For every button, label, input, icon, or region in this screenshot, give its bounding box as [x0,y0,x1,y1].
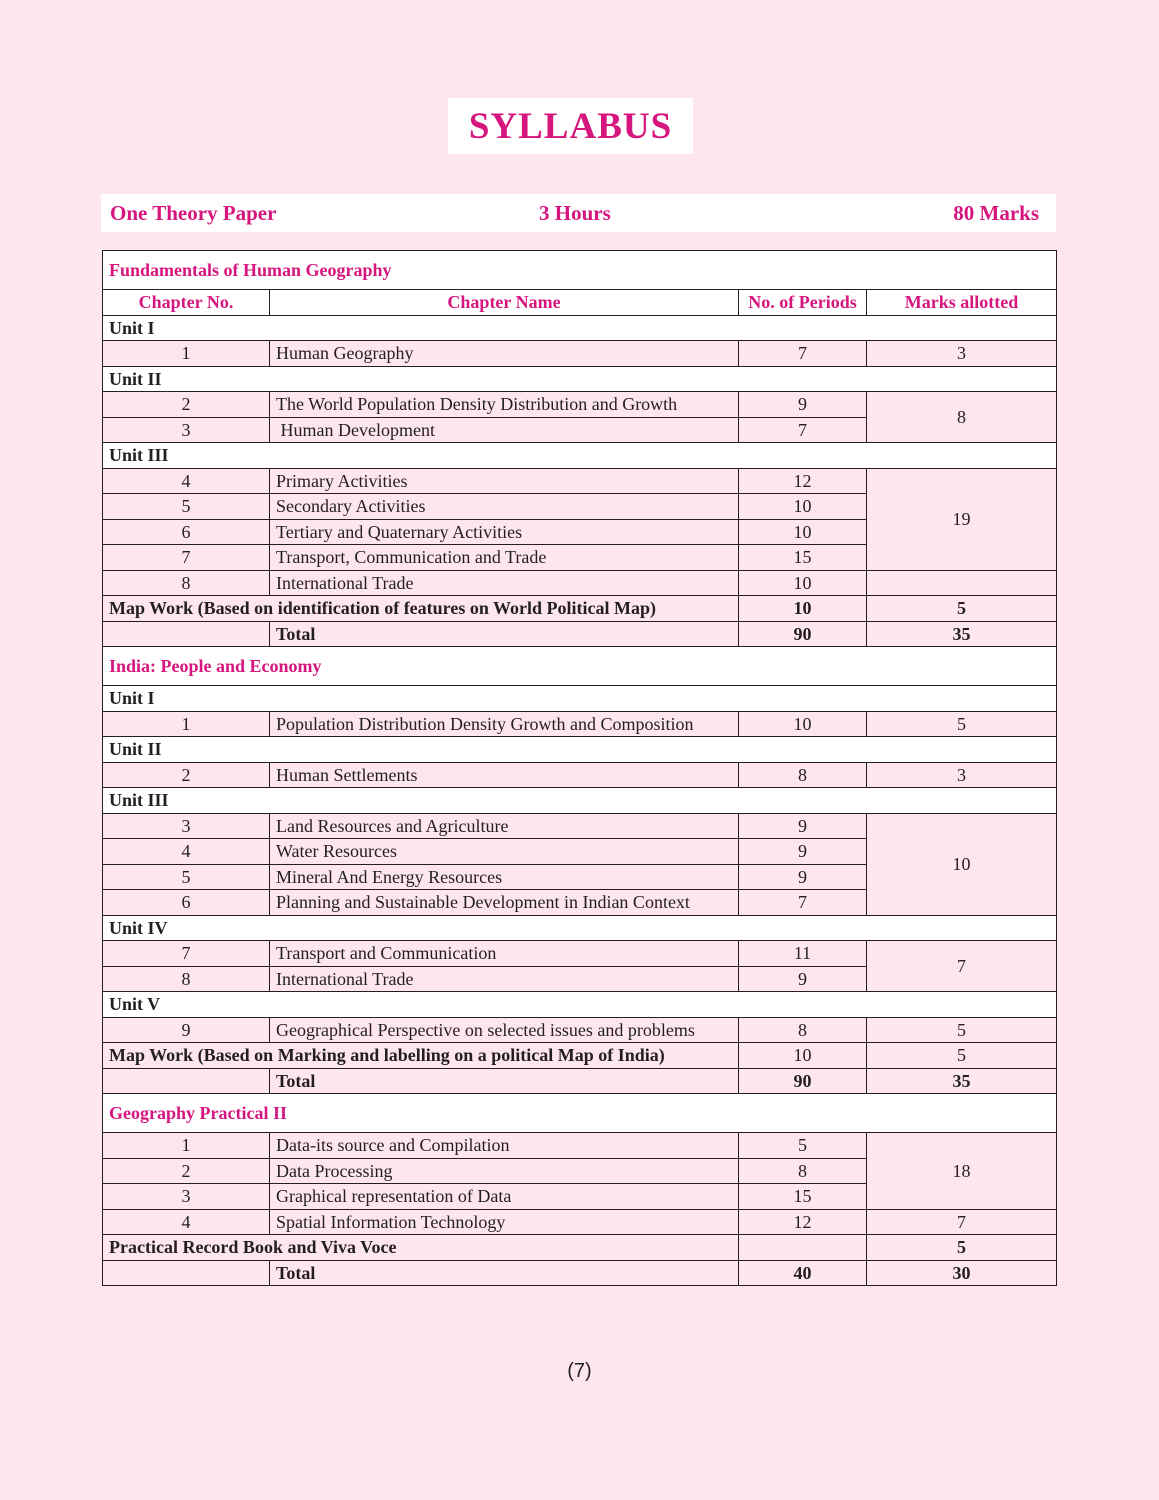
marks: 5 [867,1043,1057,1069]
marks: 19 [867,468,1057,570]
unit-row [103,686,1057,712]
unit-label: Unit III [103,443,1057,469]
table-row [103,1209,1057,1235]
marks-empty [867,570,1057,596]
periods: 10 [739,570,867,596]
chapter-no: 7 [103,545,270,571]
section-header-row [103,1094,1057,1133]
table-row [103,762,1057,788]
marks-label: 80 Marks [953,201,1039,225]
total-row [103,621,1057,647]
chapter-name: Tertiary and Quaternary Activities [270,519,739,545]
periods: 7 [739,890,867,916]
unit-row [103,992,1057,1018]
table-row [103,813,1057,839]
total-row [103,1260,1057,1286]
page-number: (7) [567,1360,592,1382]
periods: 8 [739,1017,867,1043]
unit-label: Unit I [103,315,1057,341]
syllabus-table [102,250,1057,1286]
paper-info-bar [101,194,1056,232]
page-title: SYLLABUS [448,98,693,154]
periods: 5 [739,1133,867,1159]
total-marks: 35 [867,1068,1057,1094]
unit-label: Unit IV [103,915,1057,941]
periods: 11 [739,941,867,967]
table-row [103,570,1057,596]
unit-label: Unit II [103,737,1057,763]
map-work-row [103,1043,1057,1069]
chapter-name: Human Development [270,417,739,443]
periods: 10 [739,1043,867,1069]
chapter-name: Mineral And Energy Resources [270,864,739,890]
total-periods: 90 [739,621,867,647]
chapter-name: Population Distribution Density Growth and Composition [270,711,739,737]
section-title: Fundamentals of Human Geography [103,251,1057,290]
chapter-no: 3 [103,813,270,839]
unit-label: Unit I [103,686,1057,712]
table-row [103,941,1057,967]
periods: 7 [739,341,867,367]
marks: 5 [867,711,1057,737]
section-title: Geography Practical II [103,1094,1057,1133]
chapter-no: 4 [103,468,270,494]
total-label: Total [270,1068,739,1094]
marks: 7 [867,1209,1057,1235]
chapter-name: The World Population Density Distribution and Growth [270,392,739,418]
marks: 3 [867,341,1057,367]
chapter-name: Water Resources [270,839,739,865]
chapter-name: Human Settlements [270,762,739,788]
map-work-label: Map Work (Based on Marking and labelling on a political Map of India) [103,1043,739,1069]
total-periods: 90 [739,1068,867,1094]
total-periods: 40 [739,1260,867,1286]
periods: 12 [739,468,867,494]
table-row [103,1017,1057,1043]
column-header-row [103,290,1057,316]
total-row [103,1068,1057,1094]
chapter-no: 3 [103,417,270,443]
hours-label: 3 Hours [539,201,611,225]
unit-row [103,788,1057,814]
header-chapter-name: Chapter Name [270,290,739,316]
chapter-name: Primary Activities [270,468,739,494]
chapter-name: International Trade [270,966,739,992]
periods: 9 [739,966,867,992]
periods: 8 [739,762,867,788]
header-marks: Marks allotted [867,290,1057,316]
chapter-name: Spatial Information Technology [270,1209,739,1235]
periods: 9 [739,392,867,418]
periods: 15 [739,1184,867,1210]
periods: 10 [739,519,867,545]
chapter-name: Graphical representation of Data [270,1184,739,1210]
chapter-no: 5 [103,494,270,520]
marks: 7 [867,941,1057,992]
section-header-row [103,647,1057,686]
periods: 10 [739,494,867,520]
marks: 5 [867,1017,1057,1043]
periods: 15 [739,545,867,571]
total-marks: 30 [867,1260,1057,1286]
periods [739,1235,867,1261]
chapter-no: 5 [103,864,270,890]
chapter-name: International Trade [270,570,739,596]
unit-row [103,737,1057,763]
table-row [103,341,1057,367]
chapter-no: 1 [103,711,270,737]
marks: 10 [867,813,1057,915]
record-label: Practical Record Book and Viva Voce [103,1235,739,1261]
map-work-row [103,596,1057,622]
header-periods: No. of Periods [739,290,867,316]
chapter-no: 8 [103,570,270,596]
chapter-name: Human Geography [270,341,739,367]
total-label: Total [270,1260,739,1286]
unit-label: Unit II [103,366,1057,392]
paper-label: One Theory Paper [110,201,277,225]
periods: 10 [739,596,867,622]
chapter-name: Geographical Perspective on selected issues and problems [270,1017,739,1043]
chapter-no: 2 [103,1158,270,1184]
chapter-no: 9 [103,1017,270,1043]
chapter-no: 7 [103,941,270,967]
chapter-no: 4 [103,1209,270,1235]
chapter-no: 6 [103,890,270,916]
chapter-no: 2 [103,392,270,418]
table-row [103,392,1057,418]
total-empty [103,1068,270,1094]
periods: 10 [739,711,867,737]
chapter-name: Planning and Sustainable Development in Indian Context [270,890,739,916]
periods: 9 [739,839,867,865]
marks: 8 [867,392,1057,443]
unit-row [103,443,1057,469]
marks: 18 [867,1133,1057,1210]
total-marks: 35 [867,621,1057,647]
total-empty [103,621,270,647]
total-label: Total [270,621,739,647]
chapter-no: 2 [103,762,270,788]
record-row [103,1235,1057,1261]
chapter-no: 1 [103,341,270,367]
chapter-no: 4 [103,839,270,865]
unit-label: Unit III [103,788,1057,814]
table-row [103,1133,1057,1159]
periods: 8 [739,1158,867,1184]
unit-label: Unit V [103,992,1057,1018]
section-title: India: People and Economy [103,647,1057,686]
periods: 12 [739,1209,867,1235]
unit-row [103,915,1057,941]
unit-row [103,366,1057,392]
chapter-name: Transport and Communication [270,941,739,967]
periods: 9 [739,864,867,890]
periods: 9 [739,813,867,839]
chapter-name: Land Resources and Agriculture [270,813,739,839]
header-chapter-no: Chapter No. [103,290,270,316]
periods: 7 [739,417,867,443]
chapter-no: 3 [103,1184,270,1210]
total-empty [103,1260,270,1286]
table-row [103,468,1057,494]
map-work-label: Map Work (Based on identification of features on World Political Map) [103,596,739,622]
section-header-row [103,251,1057,290]
chapter-name: Transport, Communication and Trade [270,545,739,571]
marks: 5 [867,1235,1057,1261]
unit-row [103,315,1057,341]
chapter-name: Data Processing [270,1158,739,1184]
marks: 3 [867,762,1057,788]
chapter-no: 1 [103,1133,270,1159]
marks: 5 [867,596,1057,622]
chapter-no: 6 [103,519,270,545]
chapter-name: Data-its source and Compilation [270,1133,739,1159]
chapter-no: 8 [103,966,270,992]
table-row [103,711,1057,737]
chapter-name: Secondary Activities [270,494,739,520]
